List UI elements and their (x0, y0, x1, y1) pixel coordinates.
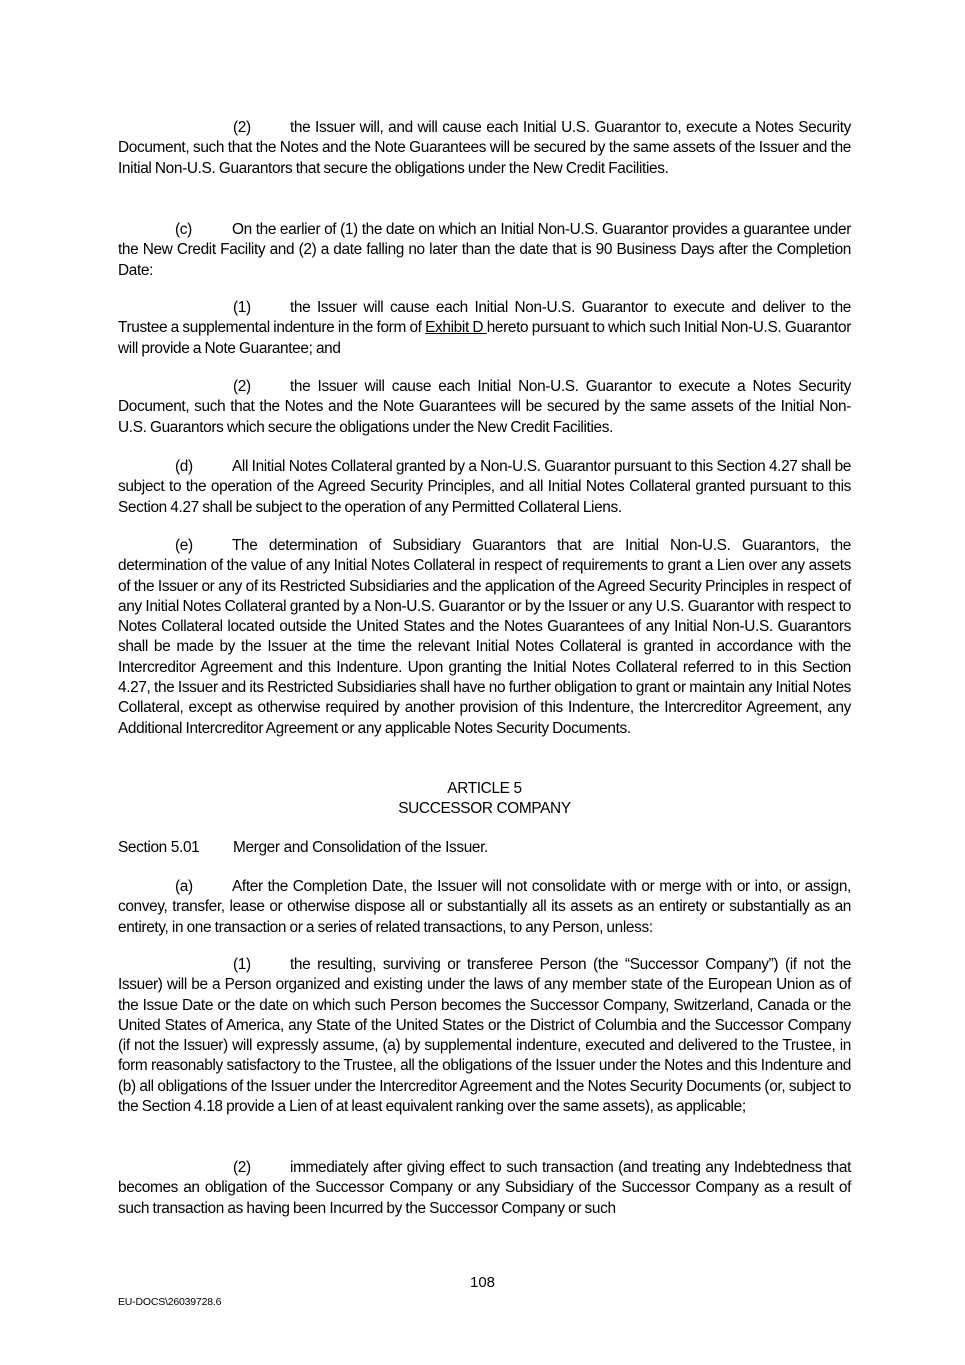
page-number: 108 (469, 1274, 496, 1291)
paragraph-text-after: hereto pursuant to which such Initial Non-U.S. Guarantor will provide a Note Guarantee; and (118, 319, 851, 357)
paragraph-label: (1) (233, 956, 251, 973)
paragraph-text: the Issuer will, and will cause each Initial U.S. Guarantor to, execute a Notes Security Document, such that the Notes and the Note Guarantees will be secured by the same assets of the Issuer and the Initial Non-U.S. Guarantors that secure the obligations under the New Credit Facilities. (118, 119, 851, 177)
document-id: EU-DOCS\26039728.6 (118, 1296, 222, 1308)
paragraph-label: (e) (175, 537, 193, 554)
paragraph-text: the Issuer will cause each Initial Non-U.S. Guarantor to execute a Notes Security Document, such that the Notes and the Note Guarantees will be secured by the same assets of the Initial Non-U.S. Guarantors which secure the obligations under the New Credit Facilities. (118, 378, 851, 436)
paragraph-text: the Issuer will cause each Initial Non-U.S. Guarantor to execute and deliver to the Trustee a supplemental indenture in the form of (118, 299, 851, 337)
paragraph-text: After the Completion Date, the Issuer will not consolidate with or merge with or into, or assign, convey, transfer, lease or otherwise dispose all or substantially all its assets as an entirety or substantially as an entirety, in one transaction or a series of related transactions, to any Person, unless: (118, 878, 851, 936)
paragraph-text: the resulting, surviving or transferee Person (the “Successor Company”) (if not the Issuer) will be a Person organized and existing under the laws of any member state of the European Union as of the Issue Date or the date on which such Person becomes the Successor Company, Switzerland, Canada or the United States of America, any State of the United States or the District of Columbia and the Successor Company (if not the Issuer) will expressly assume, (a) by supplemental indenture, executed and delivered to the Trustee, in form reasonably satisfactory to the Trustee, all the obligations of the Issuer under the Notes and this Indenture and (b) all obligations of the Issuer under the Intercreditor Agreement and the Notes Security Documents (or, subject to the Section 4.18 provide a Lien of at least equivalent ranking over the same assets), as applicable; (118, 956, 851, 1116)
paragraph-immediately-after (118, 1158, 851, 1219)
section-title: Merger and Consolidation of the Issuer. (233, 839, 488, 856)
paragraph-label: (1) (233, 299, 251, 316)
paragraph-d (118, 457, 851, 518)
paragraph-text: All Initial Notes Collateral granted by a Non-U.S. Guarantor pursuant to this Section 4.27 shall be subject to the operation of the Agreed Security Principles, and all Initial Notes Collateral granted pursuant to this Section 4.27 shall be subject to the operation of any Permitted Collateral Liens. (118, 458, 851, 516)
section-number: Section 5.01 (118, 839, 200, 856)
paragraph-label: (2) (233, 378, 251, 395)
article-title: SUCCESSOR COMPANY (398, 800, 571, 817)
paragraph-label: (a) (175, 878, 193, 895)
paragraph-text: immediately after giving effect to such transaction (and treating any Indebtedness that becomes an obligation of the Successor Company or any Subsidiary of the Successor Company as a result of such transaction as having been Incurred by the Successor Company or such (118, 1159, 851, 1217)
paragraph-label: (2) (233, 1159, 251, 1176)
paragraph-successor-company (118, 955, 851, 1117)
paragraph-issuer-non-us-guarantor (118, 377, 851, 438)
exhibit-d-link[interactable]: Exhibit D (425, 319, 487, 337)
paragraph-e (118, 536, 851, 739)
paragraph-issuer-us-guarantor (118, 118, 851, 179)
paragraph-label: (c) (175, 221, 192, 238)
paragraph-a (118, 877, 851, 938)
paragraph-c (118, 220, 851, 281)
paragraph-supplemental-indenture (118, 298, 851, 359)
article-number: ARTICLE 5 (447, 780, 522, 797)
paragraph-label: (2) (233, 119, 251, 136)
paragraph-text: The determination of Subsidiary Guarantors that are Initial Non-U.S. Guarantors, the determination of the value of any Initial Notes Collateral in respect of requirements to grant a Lien over any assets of the Issuer or any of its Restricted Subsidiaries and the application of the Agreed Security Principles in respect of any Initial Notes Collateral granted by a Non-U.S. Guarantor or by the Issuer or any U.S. Guarantor with respect to Notes Collateral located outside the United States and the Notes Guarantees of any Initial Non-U.S. Guarantors shall be made by the Issuer at the time the relevant Initial Notes Collateral is granted in accordance with the Intercreditor Agreement and this Indenture. Upon granting the Initial Notes Collateral referred to in this Section 4.27, the Issuer and its Restricted Subsidiaries shall have no further obligation to grant or maintain any Initial Notes Collateral, except as otherwise required by another provision of this Indenture, the Intercreditor Agreement, any Additional Intercreditor Agreement or any applicable Notes Security Documents. (118, 537, 851, 737)
section-heading (118, 838, 488, 858)
paragraph-text: On the earlier of (1) the date on which an Initial Non-U.S. Guarantor provides a guarantee under the New Credit Facility and (2) a date falling no later than the date that is 90 Business Days after the Completion Date: (118, 221, 851, 279)
paragraph-label: (d) (175, 458, 193, 475)
